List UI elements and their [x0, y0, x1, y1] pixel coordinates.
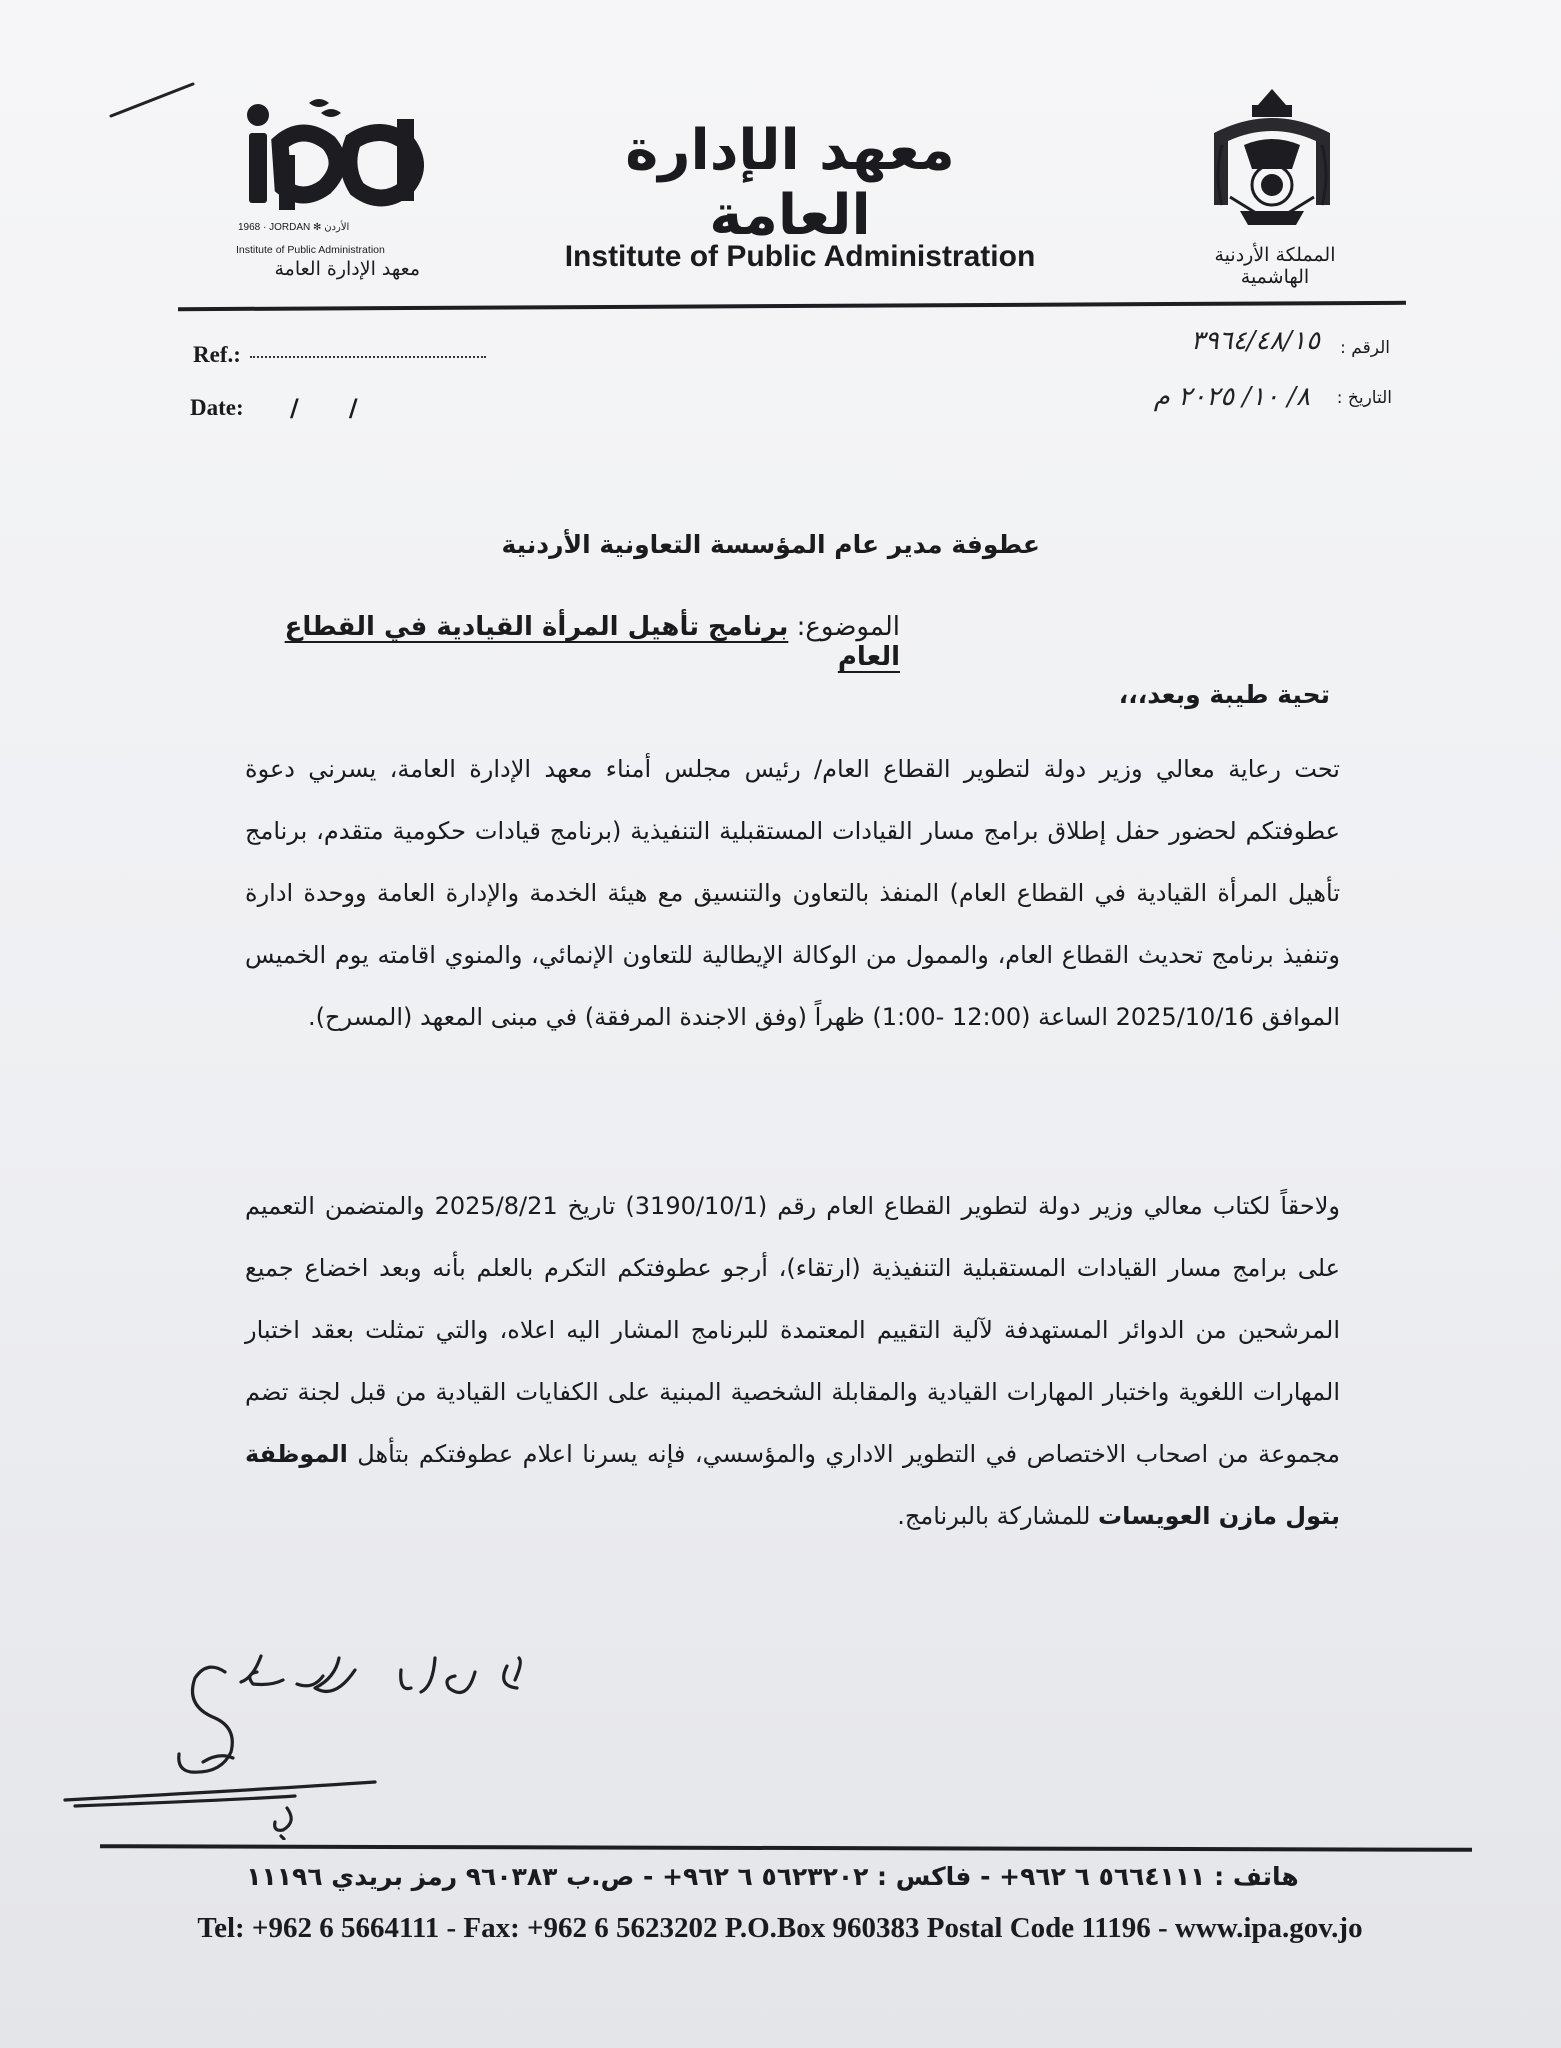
- logo-year-row: 1968 · JORDAN ✻ الأردن: [238, 222, 350, 233]
- nominee-name: الموظفة بتول مازن العويسات: [245, 1440, 1340, 1530]
- ref-label: Ref.:: [193, 342, 241, 367]
- pen-stroke: [105, 78, 200, 123]
- ref-dotted-line: [250, 356, 486, 358]
- handwritten-signature: [55, 1640, 575, 1840]
- coat-of-arms-icon: [1200, 85, 1345, 235]
- ipa-logo-icon: [225, 95, 435, 215]
- kingdom-name-ar: المملكة الأردنية الهاشمية: [1214, 244, 1336, 288]
- paragraph-1: تحت رعاية معالي وزير دولة لتطوير القطاع العام/ رئيس مجلس أمناء معهد الإدارة العامة، يسرني دعوة عطوفتكم لحضور حفل إطلاق برامج مسار القيادات المستقبلية التنفيذية (برنامج قيادات حكومية متقدم، برنامج تأهيل المرأة القيادية في القطاع العام) المنفذ بالتعاون والتنسيق مع هيئة الخدمة والإدارة العامة ووحدة ادارة وتنفيذ برنامج تحديث القطاع العام، والممول من الوكالة الإيطالية للتعاون الإنمائي، والمنوي اقامته يوم الخميس الموافق 2025/10/16 الساعة (12:00 -1:00) ظهراً (وفق الاجندة المرفقة) في مبنى المعهد (المسرح).: [245, 755, 1340, 1031]
- ref-number: ٣٩٦٤/٤٨/١٥: [1190, 326, 1320, 356]
- subject-line: [240, 612, 900, 672]
- institute-title-en: Institute of Public Administration: [564, 240, 1036, 273]
- logo-name-ar: معهد الإدارة العامة: [274, 258, 420, 280]
- paragraph-2: [245, 1175, 1340, 1547]
- date-value: ٨/ ١٠/ ٢٠٢٥ م: [1153, 382, 1310, 412]
- ref-label-ar: الرقم :: [1340, 338, 1390, 358]
- footer-divider: [100, 1844, 1472, 1852]
- subject-text: برنامج تأهيل المرأة القيادية في القطاع العام: [284, 612, 900, 672]
- institute-title-ar: معهد الإدارة العامة: [625, 118, 955, 248]
- footer-contact-ar: هاتف : ٥٦٦٤١١١ ٦ ٩٦٢+ - فاكس : ٥٦٢٣٢٠٢ ٦ ٩٦٢+ - ص.ب ٩٦٠٣٨٣ رمز بريدي ١١١٩٦: [246, 1862, 1299, 1891]
- date-label-ar: التاريخ :: [1336, 388, 1392, 408]
- logo-name-en: Institute of Public Administration: [236, 244, 385, 256]
- subject-label: الموضوع:: [796, 612, 900, 642]
- greeting: تحية طيبة وبعد،،،: [1118, 680, 1330, 709]
- date-label: Date:: [190, 395, 244, 420]
- closing-text: للمشاركة بالبرنامج.: [897, 1502, 1099, 1530]
- recipient: عطوفة مدير عام المؤسسة التعاونية الأردنية: [501, 530, 1040, 559]
- header-divider: [178, 301, 1406, 311]
- date-blank: / /: [290, 394, 358, 422]
- paragraph-2-text: ولاحقاً لكتاب معالي وزير دولة لتطوير القطاع العام رقم (3190/10/1) تاريخ 2025/8/21 والمتضمن التعميم على برامج مسار القيادات المستقبلية التنفيذية (ارتقاء)، أرجو عطوفتكم التكرم بالعلم بأنه وبعد اخضاع جميع المرشحين من الدوائر المستهدفة لآلية التقييم المعتمدة للبرنامج المشار اليه اعلاه، والتي تمثلت بعقد اختبار المهارات اللغوية واختبار المهارات القيادية والمقابلة الشخصية المبنية على الكفايات القيادية من قبل لجنة تضم مجموعة من اصحاب الاختصاص في التطوير الاداري والمؤسسي، فإنه يسرنا اعلام عطوفتكم بتأهل: [245, 1192, 1341, 1468]
- footer-contact-en: Tel: +962 6 5664111 - Fax: +962 6 5623202 P.O.Box 960383 Postal Code 11196 - www.ipa.gov.jo: [197, 1912, 1363, 1944]
